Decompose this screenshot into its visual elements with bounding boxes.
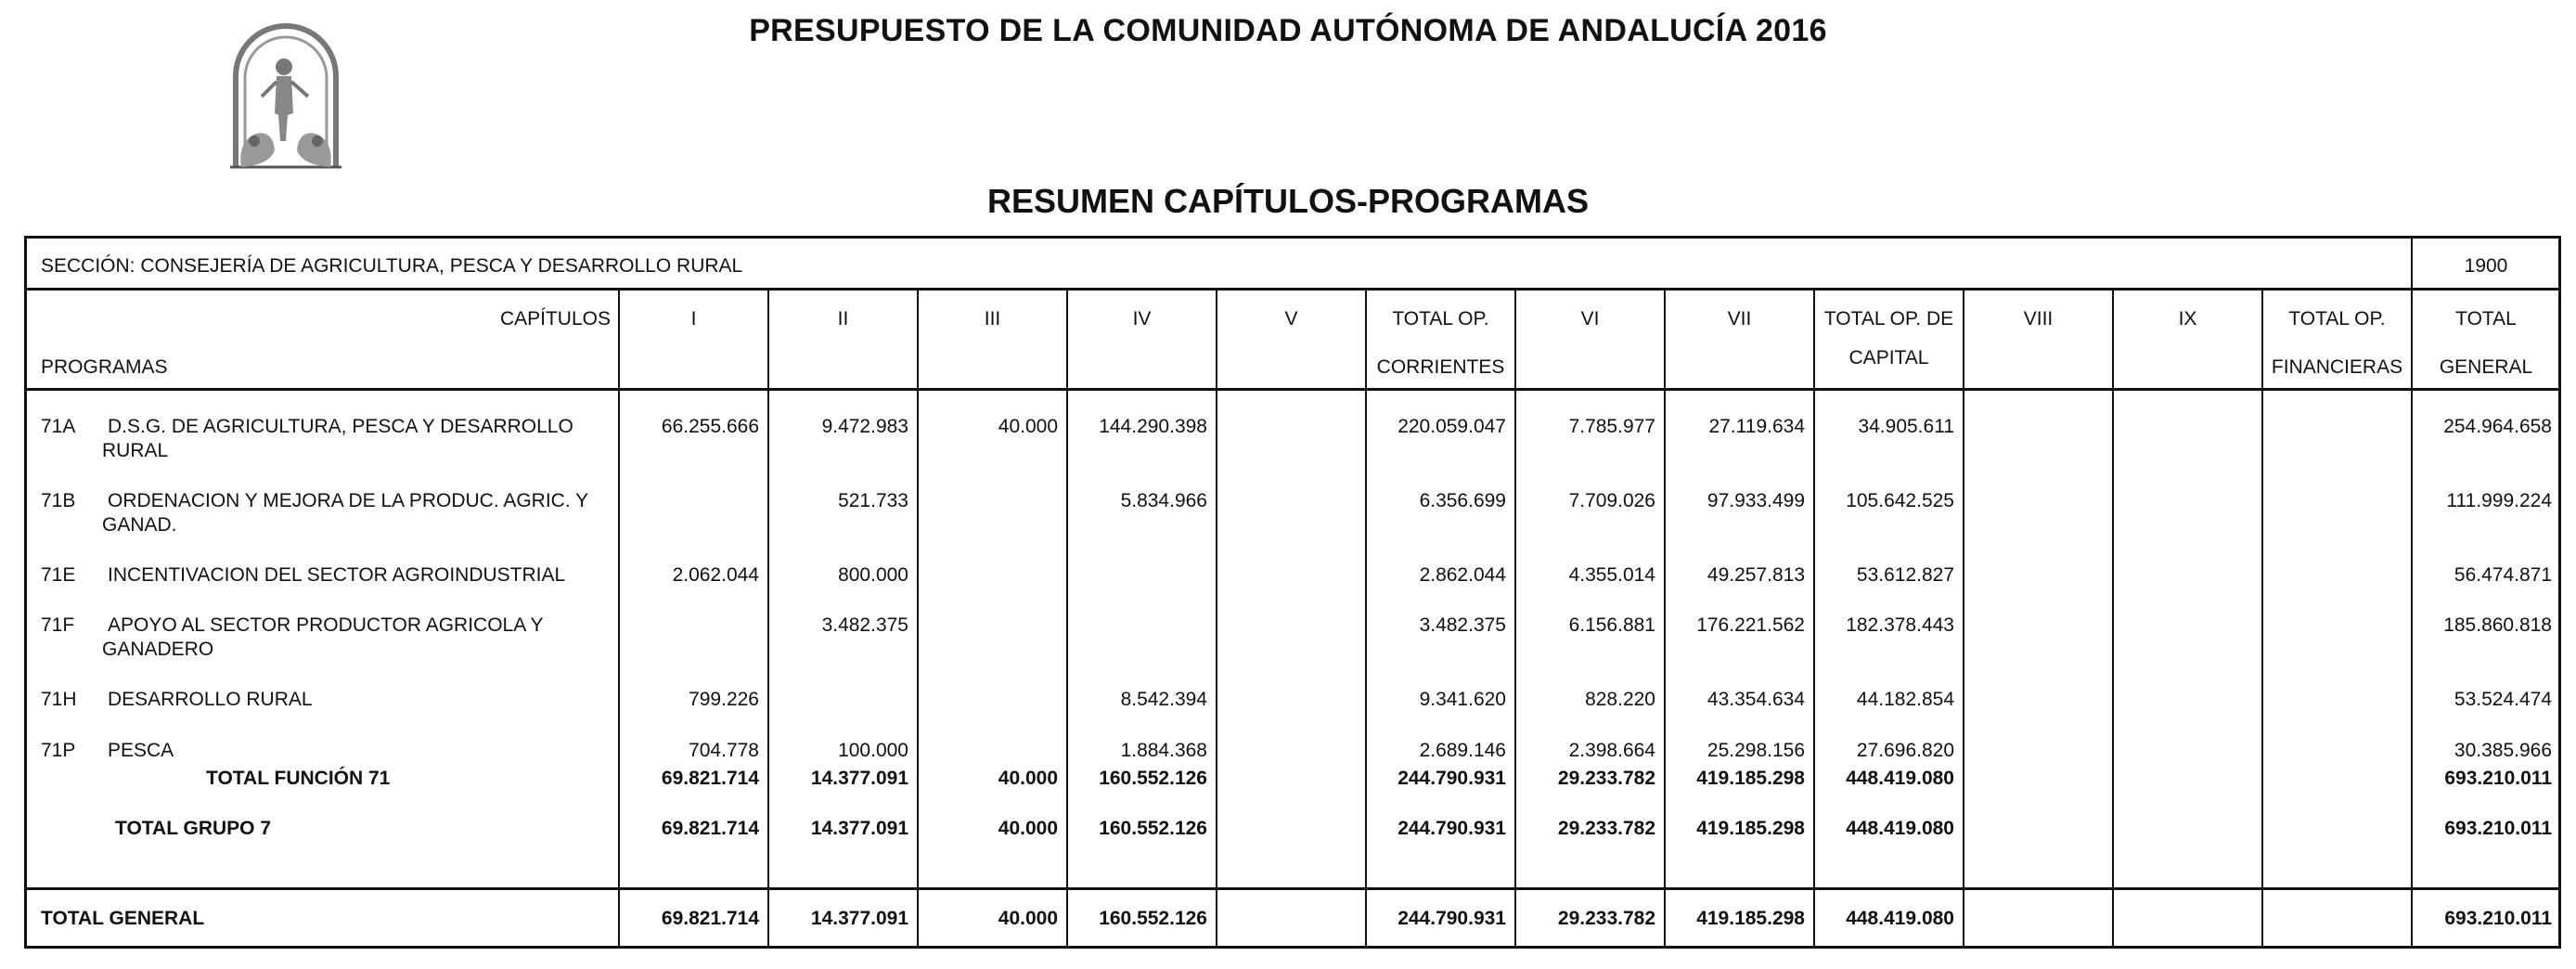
header-total-financieras-line1: TOTAL OP. — [2288, 308, 2386, 329]
program-code: 71H — [41, 689, 77, 710]
budget-table-frame — [24, 236, 2561, 949]
program-name: D.S.G. DE AGRICULTURA, PESCA Y DESARROLLO RURAL — [102, 416, 573, 461]
header-total-general-line1: TOTAL — [2455, 308, 2517, 329]
program-value-cell: 704.778 — [689, 740, 759, 761]
header-total-corrientes-line2: CORRIENTES — [1376, 356, 1505, 378]
total-general-value-cell: 419.185.298 — [1696, 908, 1805, 929]
program-value-cell: 185.860.818 — [2443, 614, 2552, 636]
table-divider — [24, 388, 2561, 391]
header-total-capital-line1: TOTAL OP. DE — [1823, 308, 1954, 329]
total-grupo-label: TOTAL GRUPO 7 — [115, 818, 272, 839]
program-value-cell: 254.964.658 — [2443, 416, 2552, 437]
column-divider — [1963, 290, 1964, 949]
column-divider — [2261, 290, 2263, 949]
program-value-cell: 3.482.375 — [821, 614, 908, 636]
program-value-cell: 43.354.634 — [1707, 689, 1805, 710]
program-value-cell: 4.355.014 — [1568, 564, 1655, 586]
header-col-IX: IX — [2178, 308, 2197, 329]
total-general-value-cell: 29.233.782 — [1557, 908, 1655, 929]
program-value-cell: 9.472.983 — [821, 416, 908, 437]
program-value-cell: 34.905.611 — [1858, 416, 1954, 437]
header-col-I: I — [690, 308, 697, 329]
total-grupo-value-cell: 160.552.126 — [1099, 818, 1207, 839]
program-value-cell: 3.482.375 — [1419, 614, 1506, 636]
column-divider — [917, 290, 919, 949]
program-value-cell: 111.999.224 — [2446, 490, 2552, 511]
program-value-cell: 7.709.026 — [1568, 490, 1655, 511]
header-col-III: III — [984, 308, 1001, 329]
header-col-II: II — [837, 308, 849, 329]
program-value-cell: 2.398.664 — [1568, 740, 1655, 761]
program-value-cell: 56.474.871 — [2454, 564, 2552, 586]
program-value-cell: 53.524.474 — [2454, 689, 2552, 710]
program-value-cell: 8.542.394 — [1120, 689, 1207, 710]
table-divider — [24, 288, 2561, 291]
program-value-cell: 7.785.977 — [1568, 416, 1655, 437]
total-funcion-value-cell: 69.821.714 — [661, 768, 759, 789]
program-code: 71A — [41, 416, 76, 437]
program-value-cell: 6.356.699 — [1419, 490, 1506, 511]
header-total-corrientes-line1: TOTAL OP. — [1392, 308, 1489, 329]
total-grupo-value-cell: 244.790.931 — [1397, 818, 1506, 839]
total-funcion-value-cell: 40.000 — [998, 768, 1058, 789]
page-subtitle: RESUMEN CAPÍTULOS-PROGRAMAS — [986, 182, 1590, 220]
header-programas: PROGRAMAS — [41, 356, 168, 378]
header-total-financieras-line2: FINANCIERAS — [2271, 356, 2403, 378]
program-value-cell: 40.000 — [998, 416, 1058, 437]
total-grupo-value-cell: 419.185.298 — [1696, 818, 1805, 839]
total-grupo-value-cell: 14.377.091 — [810, 818, 908, 839]
total-general-label: TOTAL GENERAL — [41, 908, 205, 929]
total-general-value-cell: 40.000 — [998, 908, 1058, 929]
program-value-cell: 521.733 — [838, 490, 908, 511]
total-general-value-cell: 244.790.931 — [1397, 908, 1506, 929]
program-value-cell: 49.257.813 — [1707, 564, 1805, 586]
total-grupo-value-cell: 29.233.782 — [1557, 818, 1655, 839]
column-divider — [2411, 238, 2413, 949]
program-value-cell: 800.000 — [838, 564, 908, 586]
program-value-cell: 220.059.047 — [1397, 416, 1506, 437]
column-divider — [1216, 290, 1217, 949]
total-grupo-value-cell: 40.000 — [998, 818, 1058, 839]
program-value-cell: 176.221.562 — [1696, 614, 1805, 636]
program-value-cell: 2.689.146 — [1419, 740, 1506, 761]
program-name: DESARROLLO RURAL — [108, 689, 313, 710]
total-grupo-value-cell: 448.419.080 — [1846, 818, 1954, 839]
program-value-cell: 799.226 — [689, 689, 759, 710]
program-value-cell: 1.884.368 — [1120, 740, 1207, 761]
section-code: 1900 — [2464, 255, 2508, 277]
header-col-VII: VII — [1727, 308, 1752, 329]
program-name: APOYO AL SECTOR PRODUCTOR AGRICOLA Y GANADERO — [102, 614, 544, 660]
total-funcion-value-cell: 160.552.126 — [1099, 768, 1207, 789]
header-capitulos: CAPÍTULOS — [499, 308, 611, 329]
header-col-V: V — [1284, 308, 1298, 329]
total-funcion-label: TOTAL FUNCIÓN 71 — [206, 768, 391, 789]
total-grupo-value-cell: 693.210.011 — [2444, 818, 2552, 839]
program-value-cell: 182.378.443 — [1846, 614, 1954, 636]
program-value-cell: 27.696.820 — [1856, 740, 1954, 761]
total-general-value-cell: 14.377.091 — [810, 908, 908, 929]
page-title: PRESUPUESTO DE LA COMUNIDAD AUTÓNOMA DE ANDALUCÍA 2016 — [749, 13, 1827, 48]
program-name: PESCA — [108, 740, 174, 761]
program-code: 71B — [41, 490, 76, 511]
total-general-value-cell: 693.210.011 — [2444, 908, 2552, 929]
program-value-cell: 828.220 — [1585, 689, 1655, 710]
column-divider — [618, 290, 620, 949]
header-total-capital-line2: CAPITAL — [1848, 347, 1929, 368]
header-col-VIII: VIII — [2023, 308, 2054, 329]
section-label: SECCIÓN: CONSEJERÍA DE AGRICULTURA, PESCA Y DESARROLLO RURAL — [41, 255, 743, 277]
total-funcion-value-cell: 448.419.080 — [1846, 768, 1954, 789]
program-value-cell: 5.834.966 — [1120, 490, 1207, 511]
header-col-IV: IV — [1132, 308, 1152, 329]
program-code: 71P — [41, 740, 76, 761]
program-value-cell: 2.062.044 — [672, 564, 759, 586]
program-value-cell: 2.862.044 — [1419, 564, 1506, 586]
program-code: 71F — [41, 614, 75, 636]
program-value-cell: 53.612.827 — [1856, 564, 1954, 586]
program-value-cell: 100.000 — [838, 740, 908, 761]
table-divider — [24, 887, 2561, 890]
program-value-cell: 30.385.966 — [2454, 740, 2552, 761]
total-general-value-cell: 69.821.714 — [661, 908, 759, 929]
total-general-value-cell: 160.552.126 — [1099, 908, 1207, 929]
program-name: INCENTIVACION DEL SECTOR AGROINDUSTRIAL — [108, 564, 566, 586]
program-value-cell: 9.341.620 — [1419, 689, 1506, 710]
total-funcion-value-cell: 244.790.931 — [1397, 768, 1506, 789]
program-value-cell: 27.119.634 — [1708, 416, 1805, 437]
total-funcion-value-cell: 29.233.782 — [1557, 768, 1655, 789]
program-value-cell: 6.156.881 — [1568, 614, 1655, 636]
total-funcion-value-cell: 419.185.298 — [1696, 768, 1805, 789]
program-value-cell: 66.255.666 — [661, 416, 759, 437]
program-value-cell: 25.298.156 — [1707, 740, 1805, 761]
column-divider — [2112, 290, 2114, 949]
program-value-cell: 44.182.854 — [1856, 689, 1954, 710]
program-value-cell: 144.290.398 — [1099, 416, 1207, 437]
program-code: 71E — [41, 564, 76, 586]
total-funcion-value-cell: 693.210.011 — [2444, 768, 2552, 789]
total-grupo-value-cell: 69.821.714 — [661, 818, 759, 839]
total-general-value-cell: 448.419.080 — [1846, 908, 1954, 929]
program-name: ORDENACION Y MEJORA DE LA PRODUC. AGRIC. Y GANAD. — [102, 490, 588, 536]
header-col-VI: VI — [1580, 308, 1600, 329]
header-total-general-line2: GENERAL — [2439, 356, 2533, 378]
program-value-cell: 97.933.499 — [1707, 490, 1805, 511]
total-funcion-value-cell: 14.377.091 — [810, 768, 908, 789]
program-value-cell: 105.642.525 — [1846, 490, 1954, 511]
column-divider — [1066, 290, 1068, 949]
